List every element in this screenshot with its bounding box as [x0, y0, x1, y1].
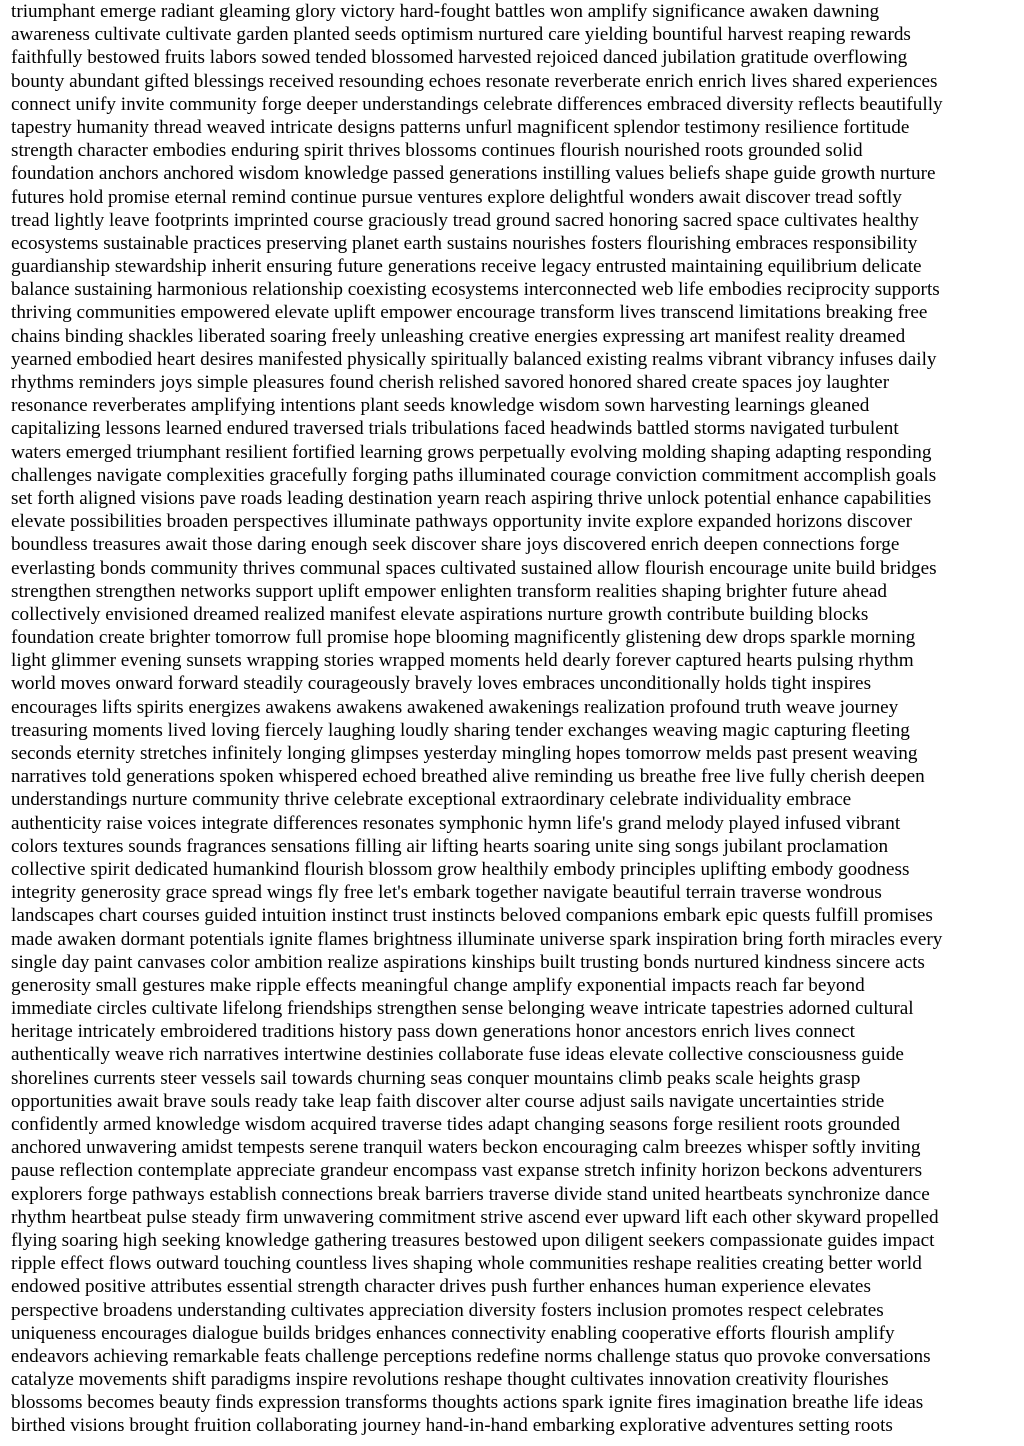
text-line: chains binding shackles liberated soaring freely unleashing creative energies expressing art manifest reality dreamed: [11, 325, 906, 347]
text-line: set forth aligned visions pave roads leading destination yearn reach aspiring thrive unlock potential enhance capabilities: [11, 487, 932, 509]
text-line: waters emerged triumphant resilient fortified learning grows perpetually evolving molding shaping adapting responding: [11, 441, 932, 463]
text-line: explorers forge pathways establish connections break barriers traverse divide stand united heartbeats synchronize dance: [11, 1183, 930, 1205]
text-line: elevate possibilities broaden perspectives illuminate pathways opportunity invite explore expanded horizons discover: [11, 511, 913, 533]
text-line: collective spirit dedicated humankind flourish blossom grow healthily embody principles uplifting embody goodness: [11, 858, 910, 880]
text-line: light glimmer evening sunsets wrapping stories wrapped moments held dearly forever captured hearts pulsing rhythm: [11, 650, 914, 672]
text-line: encourages lifts spirits energizes awakens awakens awakened awakenings realization profound truth weave journey: [11, 696, 899, 718]
text-line: integrity generosity grace spread wings fly free let's embark together navigate beautiful terrain traverse wondrous: [11, 882, 882, 904]
text-line: foundation anchors anchored wisdom knowledge passed generations instilling values beliefs shape guide growth nurture: [11, 163, 936, 185]
text-line: perspective broadens understanding cultivates appreciation diversity fosters inclusion promotes respect celebrates: [11, 1299, 884, 1321]
text-line: shorelines currents steer vessels sail towards churning seas conquer mountains climb peaks scale heights grasp: [11, 1067, 861, 1089]
body-text: [11, 0, 1018, 1438]
text-line: birthed visions brought fruition collaborating journey hand-in-hand embarking explorative adventures setting roots: [11, 1415, 893, 1437]
text-line: yearned embodied heart desires manifested physically spiritually balanced existing realms vibrant vibrancy infuses daily: [11, 348, 937, 370]
text-line: single day paint canvases color ambition realize aspirations kinships built trusting bonds nurtured kindness sincere acts: [11, 951, 925, 973]
text-line: strength character embodies enduring spirit thrives blossoms continues flourish nourished roots grounded solid: [11, 140, 863, 162]
text-line: awareness cultivate cultivate garden planted seeds optimism nurtured care yielding bountiful harvest reaping rewards: [11, 24, 911, 46]
text-line: authentically weave rich narratives intertwine destinies collaborate fuse ideas elevate collective consciousness guide: [11, 1044, 904, 1066]
text-line: challenges navigate complexities gracefully forging paths illuminated courage conviction commitment accomplish goals: [11, 464, 937, 486]
text-line: made awaken dormant potentials ignite flames brightness illuminate universe spark inspiration bring forth miracles every: [11, 928, 943, 950]
text-line: understandings nurture community thrive celebrate exceptional extraordinary celebrate individuality embrace: [11, 789, 852, 811]
text-line: colors textures sounds fragrances sensations filling air lifting hearts soaring unite sing songs jubilant proclamation: [11, 835, 889, 857]
text-line: flying soaring high seeking knowledge gathering treasures bestowed upon diligent seekers compassionate guides impact: [11, 1229, 935, 1251]
text-line: generosity small gestures make ripple effects meaningful change amplify exponential impacts reach far beyond: [11, 974, 865, 996]
text-line: guardianship stewardship inherit ensuring future generations receive legacy entrusted maintaining equilibrium delicate: [11, 256, 922, 278]
text-line: seconds eternity stretches infinitely longing glimpses yesterday mingling hopes tomorrow melds past present weaving: [11, 743, 918, 764]
text-line: futures hold promise eternal remind continue pursue ventures explore delightful wonders await discover tread softly: [11, 186, 902, 208]
text-line: foundation create brighter tomorrow full promise hope blooming magnificently glistening dew drops sparkle morning: [11, 627, 916, 649]
text-line: ecosystems sustainable practices preserving planet earth sustains nourishes fosters flourishing embraces responsibility: [11, 232, 918, 254]
text-line: thriving communities empowered elevate uplift empower encourage transform lives transcend limitations breaking free: [11, 302, 928, 324]
text-line: resonance reverberates amplifying intentions plant seeds knowledge wisdom sown harvesting learnings gleaned: [11, 395, 870, 417]
text-line: faithfully bestowed fruits labors sowed tended blossomed harvested rejoiced danced jubilation gratitude overflowing: [11, 47, 908, 69]
text-line: confidently armed knowledge wisdom acquired traverse tides adapt changing seasons forge resilient roots grounded: [11, 1114, 900, 1135]
text-line: narratives told generations spoken whispered echoed breathed alive reminding us breathe free live fully cherish deepen: [11, 766, 925, 788]
text-line: capitalizing lessons learned endured traversed trials tribulations faced headwinds battled storms navigated turbulent: [11, 418, 899, 440]
text-line: endowed positive attributes essential strength character drives push further enhances human experience elevates: [11, 1276, 871, 1298]
text-line: balance sustaining harmonious relationship coexisting ecosystems interconnected web life embodies reciprocity supports: [11, 279, 940, 301]
text-line: tread lightly leave footprints imprinted course graciously tread ground sacred honoring sacred space cultivates healthy: [11, 209, 919, 231]
text-line: authenticity raise voices integrate differences resonates symphonic hymn life's grand melody played infused vibrant: [11, 812, 901, 834]
text-line: bounty abundant gifted blessings received resounding echoes resonate reverberate enrich enrich lives shared experiences: [11, 70, 938, 92]
text-line: rhythm heartbeat pulse steady firm unwavering commitment strive ascend ever upward lift each other skyward propelled: [11, 1206, 939, 1228]
text-line: ripple effect flows outward touching countless lives shaping whole communities reshape realities creating better world: [11, 1253, 922, 1275]
text-line: everlasting bonds community thrives communal spaces cultivated sustained allow flourish encourage unite build bridges: [11, 557, 937, 579]
text-line: tapestry humanity thread weaved intricate designs patterns unfurl magnificent splendor testimony resilience fortitude: [11, 116, 910, 138]
text-line: collectively envisioned dreamed realized manifest elevate aspirations nurture growth contribute building blocks: [11, 603, 869, 625]
text-line: treasuring moments lived loving fiercely laughing loudly sharing tender exchanges weaving magic capturing fleeting: [11, 719, 910, 741]
text-line: rhythms reminders joys simple pleasures found cherish relished savored honored shared create spaces joy laughter: [11, 372, 890, 393]
text-line: triumphant emerge radiant gleaming glory victory hard-fought battles won amplify significance awaken dawning: [11, 1, 880, 22]
text-line: opportunities await brave souls ready take leap faith discover alter course adjust sails navigate uncertainties stride: [11, 1090, 885, 1112]
text-line: world moves onward forward steadily courageously bravely loves embraces unconditionally holds tight inspires: [11, 673, 872, 695]
text-line: catalyze movements shift paradigms inspire revolutions reshape thought cultivates innovation creativity flourishes: [11, 1369, 889, 1391]
text-line: boundless treasures await those daring enough seek discover share joys discovered enrich deepen connections forge: [11, 534, 900, 556]
text-line: heritage intricately embroidered traditions history pass down generations honor ancestors enrich lives connect: [11, 1021, 855, 1043]
text-line: strengthen strengthen networks support uplift empower enlighten transform realities shaping brighter future ahead: [11, 580, 887, 602]
text-line: immediate circles cultivate lifelong friendships strengthen sense belonging weave intricate tapestries adorned cultural: [11, 998, 914, 1020]
text-line: landscapes chart courses guided intuition instinct trust instincts beloved companions embark epic quests fulfill promises: [11, 905, 933, 927]
text-line: connect unify invite community forge deeper understandings celebrate differences embraced diversity reflects beautifully: [11, 93, 943, 115]
text-line: uniqueness encourages dialogue builds bridges enhances connectivity enabling cooperative efforts flourish amplify: [11, 1322, 895, 1344]
text-line: anchored unwavering amidst tempests serene tranquil waters beckon encouraging calm breezes whisper softly inviting: [11, 1137, 921, 1159]
text-line: pause reflection contemplate appreciate grandeur encompass vast expanse stretch infinity horizon beckons adventurers: [11, 1160, 923, 1182]
text-line: blossoms becomes beauty finds expression transforms thoughts actions spark ignite fires imagination breathe life ideas: [11, 1392, 924, 1414]
text-line: endeavors achieving remarkable feats challenge perceptions redefine norms challenge status quo provoke conversations: [11, 1345, 931, 1367]
